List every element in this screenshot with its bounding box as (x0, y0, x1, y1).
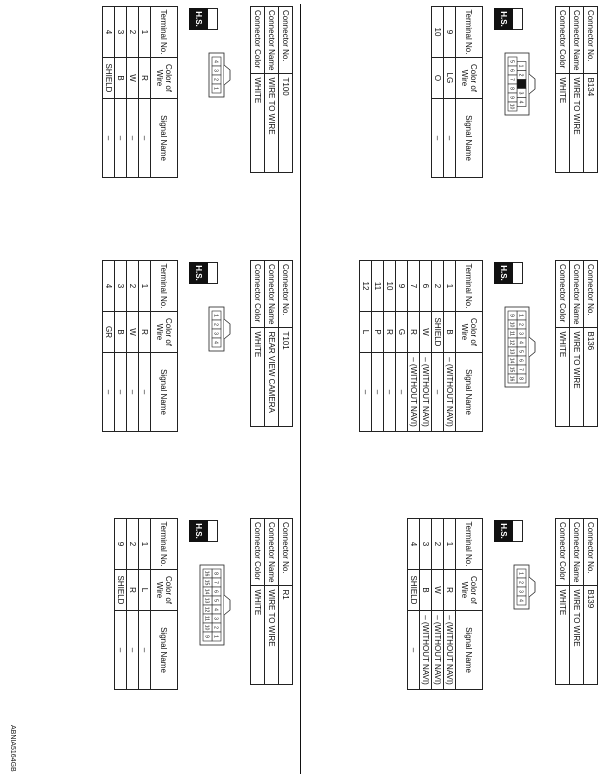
table-row (360, 261, 372, 432)
connector-name-value: REAR VIEW CAMERA (265, 328, 279, 427)
wire-color: R (444, 570, 456, 611)
wire-color: L (139, 570, 151, 611)
connector-icon (208, 8, 218, 30)
connector-panel-b139 (407, 518, 598, 690)
terminal-no: 3 (420, 519, 432, 570)
terminal-no: 6 (420, 261, 432, 312)
signal-name: – (WITHOUT NAVI) (432, 611, 444, 690)
wire-color-header: Color of Wire (151, 312, 178, 353)
pin-number: 6 (517, 359, 524, 362)
pin-number: 15 (508, 366, 515, 373)
table-row (139, 261, 151, 432)
wire-color: SHIELD (408, 570, 420, 611)
connector-panel-b136 (359, 260, 598, 432)
connector-face (205, 306, 232, 354)
wire-color: R (139, 312, 151, 353)
harness-side-icon (190, 8, 218, 30)
connector-drawing (178, 518, 240, 690)
table-row (127, 7, 139, 178)
connector-name-value: WIRE TO WIRE (265, 586, 279, 685)
pin-number: 4 (212, 341, 219, 344)
terminal-no: 1 (139, 261, 151, 312)
connector-name-value: WIRE TO WIRE (570, 328, 584, 427)
pin-number: 5 (508, 60, 515, 63)
pin-number: 6 (508, 69, 515, 72)
terminal-no-header: Terminal No. (151, 261, 178, 312)
table-row (103, 7, 115, 178)
wire-color-header: Color of Wire (151, 58, 178, 99)
terminal-no: 4 (103, 261, 115, 312)
pin-number: 14 (508, 357, 515, 364)
hs-label: H.S. (494, 262, 513, 284)
connector-color-value: WHITE (556, 328, 570, 427)
pin-number: 4 (517, 100, 524, 104)
terminal-no: 1 (139, 519, 151, 570)
terminal-no-header: Terminal No. (456, 519, 483, 570)
connector-name-value: WIRE TO WIRE (570, 586, 584, 685)
connector-icon (513, 8, 523, 30)
connector-name-label: Connector Name (570, 261, 584, 328)
signal-name-header: Signal Name (456, 353, 483, 432)
pin-number: 9 (508, 314, 515, 317)
connector-face (501, 52, 537, 118)
terminal-no: 7 (408, 261, 420, 312)
harness-side-icon (190, 262, 218, 284)
signal-name-header: Signal Name (151, 353, 178, 432)
pin-number: 2 (517, 73, 524, 77)
connector-drawing (483, 518, 545, 690)
signal-name: – (115, 611, 127, 690)
pin-number: 9 (508, 96, 515, 99)
figure-code: ABNIA5164GB (9, 725, 16, 772)
connector-name-value: WIRE TO WIRE (265, 74, 279, 173)
connector-icon (208, 262, 218, 284)
terminal-no: 1 (444, 519, 456, 570)
connector-name-value: WIRE TO WIRE (570, 74, 584, 173)
hs-label: H.S. (189, 520, 208, 542)
connector-no-row (584, 261, 598, 427)
pin-number: 5 (517, 350, 524, 353)
harness-side-icon (495, 262, 523, 284)
connector-latch (529, 74, 535, 94)
terminal-no: 12 (360, 261, 372, 312)
table-row (115, 261, 127, 432)
wire-color: W (127, 312, 139, 353)
terminal-no: 2 (127, 7, 139, 58)
connector-no-row (584, 7, 598, 173)
terminal-no: 10 (432, 7, 444, 58)
terminal-no: 2 (432, 519, 444, 570)
terminal-table-header (456, 519, 483, 690)
connector-name-row (570, 7, 584, 173)
connector-face (510, 564, 537, 612)
pin-number: 10 (508, 321, 515, 328)
connector-icon (513, 262, 523, 284)
terminal-no: 4 (408, 519, 420, 570)
table-row (127, 519, 139, 690)
terminal-table (114, 518, 178, 690)
signal-name-header: Signal Name (456, 99, 483, 178)
connector-no-label: Connector No. (584, 519, 598, 586)
pin-number: 5 (212, 599, 219, 602)
connector-name-label: Connector Name (570, 7, 584, 74)
pin-number: 2 (212, 626, 219, 629)
connector-no-value: B134 (584, 74, 598, 173)
table-row (432, 7, 444, 178)
pin-number: 8 (517, 377, 524, 380)
terminal-no-header: Terminal No. (456, 261, 483, 312)
connector-header-table (250, 518, 293, 685)
connector-name-label: Connector Name (265, 519, 279, 586)
table-row (115, 519, 127, 690)
table-row (139, 519, 151, 690)
table-row (396, 261, 408, 432)
terminal-table-header (151, 261, 178, 432)
signal-name: – (115, 99, 127, 178)
connector-drawing (178, 260, 240, 432)
connector-name-label: Connector Name (265, 7, 279, 74)
table-row (384, 261, 396, 432)
terminal-table-header (151, 519, 178, 690)
connector-header-table (555, 518, 598, 685)
signal-name: – (408, 611, 420, 690)
connector-color-row (556, 7, 570, 173)
signal-name: – (360, 353, 372, 432)
wire-color: SHIELD (432, 312, 444, 353)
table-row (127, 261, 139, 432)
pin-number: 3 (517, 590, 524, 593)
terminal-no: 9 (444, 7, 456, 58)
wire-color: SHIELD (103, 58, 115, 99)
connector-latch (529, 577, 535, 597)
pin-number: 10 (508, 103, 515, 110)
signal-name: – (103, 99, 115, 178)
terminal-no: 3 (115, 7, 127, 58)
terminal-no: 2 (127, 519, 139, 570)
wire-color: W (432, 570, 444, 611)
signal-name: – (127, 611, 139, 690)
pin-cell (517, 80, 526, 89)
signal-name-header: Signal Name (456, 611, 483, 690)
connector-color-value: WHITE (251, 586, 265, 685)
signal-name: – (384, 353, 396, 432)
connector-face (196, 564, 232, 648)
terminal-no: 4 (103, 7, 115, 58)
wire-color: W (127, 58, 139, 99)
connector-latch (224, 595, 230, 615)
hs-label: H.S. (494, 520, 513, 542)
connector-color-row (251, 7, 265, 173)
connector-no-value: T100 (279, 74, 293, 173)
connector-no-label: Connector No. (584, 261, 598, 328)
wire-color: R (127, 570, 139, 611)
pin-number: 2 (517, 581, 524, 584)
pin-number: 2 (212, 78, 219, 81)
pin-number: 1 (517, 572, 524, 575)
pin-number: 2 (517, 323, 524, 326)
connector-color-value: WHITE (251, 328, 265, 427)
signal-name-header: Signal Name (151, 99, 178, 178)
pin-number: 2 (212, 323, 219, 326)
terminal-table-header (456, 7, 483, 178)
signal-name: – (127, 99, 139, 178)
signal-name-header: Signal Name (151, 611, 178, 690)
pin-number: 15 (203, 579, 210, 586)
connector-latch (224, 319, 230, 339)
wire-color-header: Color of Wire (456, 570, 483, 611)
terminal-no-header: Terminal No. (151, 519, 178, 570)
pin-number: 3 (517, 332, 524, 335)
terminal-no: 9 (396, 261, 408, 312)
connector-header-table (555, 6, 598, 173)
table-row (408, 519, 420, 690)
connector-color-label: Connector Color (556, 519, 570, 586)
wire-color: W (420, 312, 432, 353)
pin-number: 1 (212, 87, 219, 90)
table-row (139, 7, 151, 178)
pin-number: 3 (517, 91, 524, 95)
terminal-table (102, 6, 178, 178)
signal-name: – (WITHOUT NAVI) (420, 353, 432, 432)
terminal-no: 9 (115, 519, 127, 570)
connector-no-row (279, 7, 293, 173)
terminal-no: 1 (444, 261, 456, 312)
pin-number: 1 (517, 64, 524, 68)
signal-name: – (139, 99, 151, 178)
connector-color-value: WHITE (556, 74, 570, 173)
connector-name-row (570, 261, 584, 427)
connector-face (205, 52, 232, 100)
pin-number: 9 (203, 635, 210, 638)
connector-color-label: Connector Color (251, 7, 265, 74)
pin-number: 4 (517, 341, 524, 344)
section-divider (300, 4, 301, 774)
terminal-no-header: Terminal No. (151, 7, 178, 58)
table-row (420, 261, 432, 432)
wire-color: G (396, 312, 408, 353)
pin-number: 16 (508, 375, 515, 382)
connector-color-label: Connector Color (251, 261, 265, 328)
terminal-table-header (151, 7, 178, 178)
connector-icon (208, 520, 218, 542)
connector-panel-b134 (431, 6, 598, 178)
wire-color: R (139, 58, 151, 99)
table-row (420, 519, 432, 690)
pin-number: 12 (508, 339, 515, 346)
signal-name: – (WITHOUT NAVI) (408, 353, 420, 432)
pin-number: 1 (212, 635, 219, 638)
pin-number: 3 (212, 69, 219, 72)
signal-name: – (444, 99, 456, 178)
signal-name: – (103, 353, 115, 432)
terminal-no: 2 (127, 261, 139, 312)
wire-color-header: Color of Wire (456, 58, 483, 99)
signal-name: – (432, 99, 444, 178)
connector-drawing (178, 6, 240, 178)
connector-no-label: Connector No. (584, 7, 598, 74)
terminal-table (407, 518, 483, 690)
pin-number: 16 (203, 570, 210, 577)
terminal-no: 2 (432, 261, 444, 312)
connector-icon (513, 520, 523, 542)
table-row (444, 519, 456, 690)
pin-number: 7 (517, 368, 524, 371)
wire-color-header: Color of Wire (151, 570, 178, 611)
connector-name-label: Connector Name (265, 261, 279, 328)
signal-name: – (396, 353, 408, 432)
pin-number: 11 (203, 615, 210, 622)
pin-number: 3 (212, 617, 219, 620)
signal-name: – (WITHOUT NAVI) (444, 353, 456, 432)
signal-name: – (139, 611, 151, 690)
terminal-table-header (456, 261, 483, 432)
wire-color: LG (444, 58, 456, 99)
terminal-no-header: Terminal No. (456, 7, 483, 58)
connector-color-row (251, 519, 265, 685)
table-row (408, 261, 420, 432)
table-row (444, 7, 456, 178)
connector-name-row (570, 519, 584, 685)
connector-panel-t101 (102, 260, 293, 432)
connector-no-row (279, 519, 293, 685)
table-row (115, 7, 127, 178)
pin-number: 4 (517, 599, 524, 602)
connector-name-row (265, 261, 279, 427)
connector-color-label: Connector Color (556, 7, 570, 74)
table-row (444, 261, 456, 432)
connector-header-table (250, 6, 293, 173)
connector-latch (529, 337, 535, 357)
pin-number: 8 (212, 572, 219, 575)
pin-number: 13 (508, 348, 515, 355)
terminal-no: 11 (372, 261, 384, 312)
connector-color-row (251, 261, 265, 427)
wire-color: L (360, 312, 372, 353)
pin-number: 8 (508, 87, 515, 90)
connector-name-row (265, 7, 279, 173)
connector-no-row (279, 261, 293, 427)
connector-no-value: B139 (584, 586, 598, 685)
pin-number: 4 (212, 60, 219, 63)
connector-color-label: Connector Color (556, 261, 570, 328)
table-row (103, 261, 115, 432)
table-row (372, 261, 384, 432)
connector-name-label: Connector Name (570, 519, 584, 586)
terminal-no: 3 (115, 261, 127, 312)
wire-color: B (444, 312, 456, 353)
table-row (432, 519, 444, 690)
pin-number: 14 (203, 588, 210, 595)
wire-color: R (384, 312, 396, 353)
signal-name: – (127, 353, 139, 432)
wire-color: B (420, 570, 432, 611)
hs-label: H.S. (189, 262, 208, 284)
pin-number: 3 (212, 332, 219, 335)
connector-no-value: T101 (279, 328, 293, 427)
pin-number: 1 (517, 314, 524, 317)
connector-panel-t100 (102, 6, 293, 178)
signal-name: – (139, 353, 151, 432)
connector-header-table (250, 260, 293, 427)
pin-number: 7 (508, 78, 515, 81)
pin-number: 11 (508, 330, 515, 337)
pin-number: 13 (203, 597, 210, 604)
connector-no-label: Connector No. (279, 519, 293, 586)
wire-color-header: Color of Wire (456, 312, 483, 353)
connector-panel-r1 (114, 518, 293, 690)
wire-color: B (115, 312, 127, 353)
wire-color: R (408, 312, 420, 353)
signal-name: – (432, 353, 444, 432)
connector-no-value: B136 (584, 328, 598, 427)
connector-color-label: Connector Color (251, 519, 265, 586)
signal-name: – (115, 353, 127, 432)
pin-number: 1 (212, 314, 219, 317)
connector-face (501, 306, 537, 390)
harness-side-icon (190, 520, 218, 542)
connector-no-value: R1 (279, 586, 293, 685)
signal-name: – (372, 353, 384, 432)
connector-header-table (555, 260, 598, 427)
wire-color: B (115, 58, 127, 99)
pin-number: 7 (212, 581, 219, 584)
pin-number: 6 (212, 590, 219, 593)
connector-color-value: WHITE (251, 74, 265, 173)
connector-drawing (483, 6, 545, 178)
harness-side-icon (495, 8, 523, 30)
terminal-no: 10 (384, 261, 396, 312)
wire-color: O (432, 58, 444, 99)
harness-side-icon (495, 520, 523, 542)
pin-number: 10 (203, 624, 210, 631)
wire-color: GR (103, 312, 115, 353)
terminal-table (102, 260, 178, 432)
signal-name: – (WITHOUT NAVI) (420, 611, 432, 690)
connector-no-label: Connector No. (279, 7, 293, 74)
connector-name-row (265, 519, 279, 685)
connector-color-row (556, 261, 570, 427)
table-row (432, 261, 444, 432)
connector-latch (224, 65, 230, 85)
terminal-table (431, 6, 483, 178)
wire-color: SHIELD (115, 570, 127, 611)
terminal-table (359, 260, 483, 432)
signal-name: – (WITHOUT NAVI) (444, 611, 456, 690)
wire-color: P (372, 312, 384, 353)
hs-label: H.S. (494, 8, 513, 30)
terminal-no: 1 (139, 7, 151, 58)
pin-number: 12 (203, 606, 210, 613)
pin-number: 4 (212, 608, 219, 611)
connector-color-value: WHITE (556, 586, 570, 685)
hs-label: H.S. (189, 8, 208, 30)
connector-drawing (483, 260, 545, 432)
connector-color-row (556, 519, 570, 685)
connector-no-row (584, 519, 598, 685)
connector-no-label: Connector No. (279, 261, 293, 328)
